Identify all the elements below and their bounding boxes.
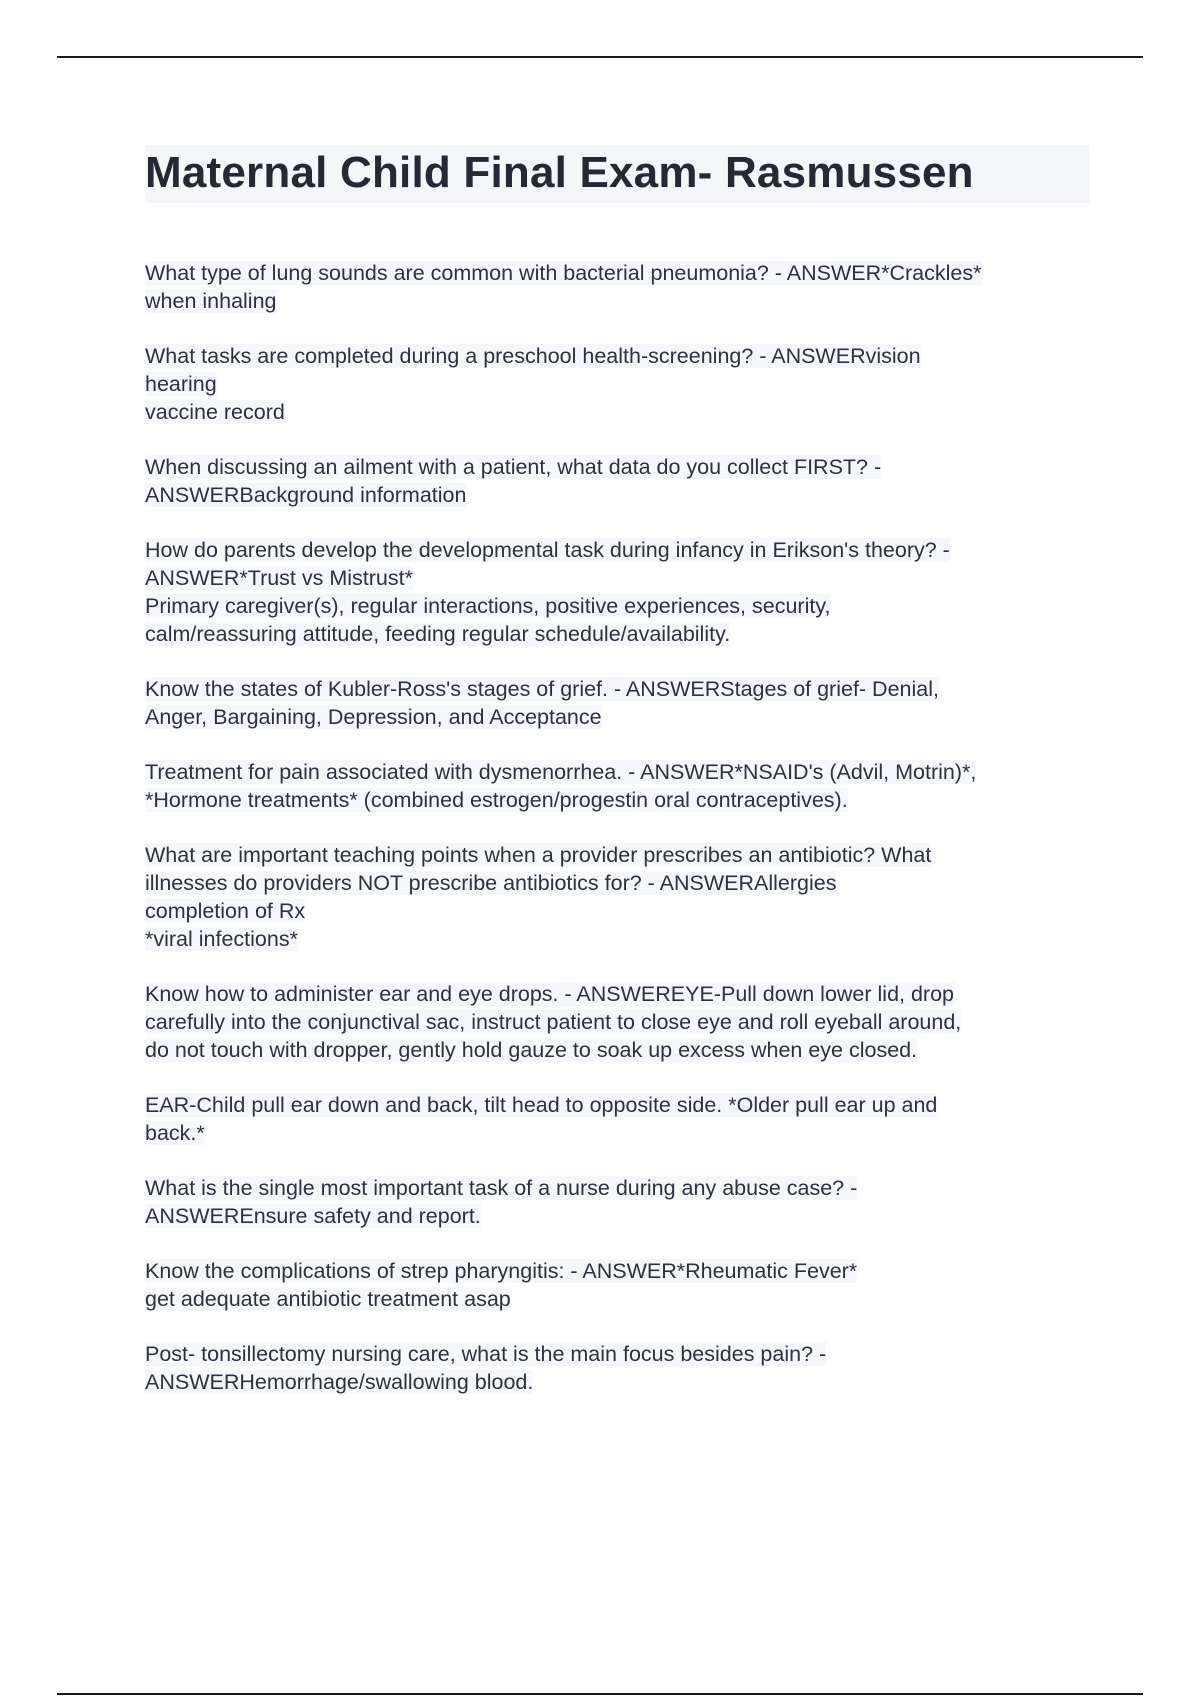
- qa-item: [145, 342, 1090, 426]
- qa-line: What is the single most important task of a nurse during any abuse case? -: [145, 1176, 858, 1200]
- qa-item: [145, 536, 1090, 648]
- qa-line: When discussing an ailment with a patient, what data do you collect FIRST? -: [145, 455, 882, 479]
- qa-line: Treatment for pain associated with dysmenorrhea. - ANSWER*NSAID's (Advil, Motrin)*,: [145, 760, 977, 784]
- qa-line: ANSWER*Trust vs Mistrust*: [145, 566, 413, 590]
- document-body: [145, 145, 1090, 1423]
- qa-line: What tasks are completed during a preschool health-screening? - ANSWERvision: [145, 344, 921, 368]
- qa-line: *Hormone treatments* (combined estrogen/progestin oral contraceptives).: [145, 788, 848, 812]
- qa-list: [145, 259, 1090, 1396]
- qa-line: do not touch with dropper, gently hold gauze to soak up excess when eye closed.: [145, 1038, 918, 1062]
- qa-line: ANSWERHemorrhage/swallowing blood.: [145, 1370, 534, 1394]
- qa-line: illnesses do providers NOT prescribe antibiotics for? - ANSWERAllergies: [145, 871, 837, 895]
- qa-line: when inhaling: [145, 289, 277, 313]
- qa-item: [145, 758, 1090, 814]
- qa-line: hearing: [145, 372, 217, 396]
- qa-line: What type of lung sounds are common with bacterial pneumonia? - ANSWER*Crackles*: [145, 261, 982, 285]
- qa-line: Know the states of Kubler-Ross's stages of grief. - ANSWERStages of grief- Denial,: [145, 677, 939, 701]
- qa-line: calm/reassuring attitude, feeding regular schedule/availability.: [145, 622, 731, 646]
- qa-item: [145, 453, 1090, 509]
- qa-item: [145, 841, 1090, 953]
- qa-line: back.*: [145, 1121, 205, 1145]
- qa-item: [145, 1340, 1090, 1396]
- qa-line: How do parents develop the developmental task during infancy in Erikson's theory? -: [145, 538, 950, 562]
- qa-item: [145, 259, 1090, 315]
- qa-item: [145, 1091, 1090, 1147]
- qa-line: *viral infections*: [145, 927, 298, 951]
- qa-line: Know how to administer ear and eye drops. - ANSWEREYE-Pull down lower lid, drop: [145, 982, 955, 1006]
- qa-line: ANSWEREnsure safety and report.: [145, 1204, 481, 1228]
- qa-line: Post- tonsillectomy nursing care, what is the main focus besides pain? -: [145, 1342, 827, 1366]
- qa-item: [145, 980, 1090, 1064]
- bottom-rule: [57, 1693, 1143, 1695]
- qa-line: Primary caregiver(s), regular interactions, positive experiences, security,: [145, 594, 831, 618]
- qa-line: What are important teaching points when a provider prescribes an antibiotic? What: [145, 843, 932, 867]
- qa-line: get adequate antibiotic treatment asap: [145, 1287, 511, 1311]
- document-title: Maternal Child Final Exam- Rasmussen: [145, 145, 1090, 203]
- qa-item: [145, 675, 1090, 731]
- qa-line: ANSWERBackground information: [145, 483, 467, 507]
- top-rule: [57, 56, 1143, 58]
- qa-line: EAR-Child pull ear down and back, tilt head to opposite side. *Older pull ear up and: [145, 1093, 938, 1117]
- qa-item: [145, 1174, 1090, 1230]
- qa-item: [145, 1257, 1090, 1313]
- qa-line: Anger, Bargaining, Depression, and Acceptance: [145, 705, 602, 729]
- qa-line: carefully into the conjunctival sac, instruct patient to close eye and roll eyeball around,: [145, 1010, 962, 1034]
- qa-line: vaccine record: [145, 400, 285, 424]
- qa-line: completion of Rx: [145, 899, 306, 923]
- qa-line: Know the complications of strep pharyngitis: - ANSWER*Rheumatic Fever*: [145, 1259, 858, 1283]
